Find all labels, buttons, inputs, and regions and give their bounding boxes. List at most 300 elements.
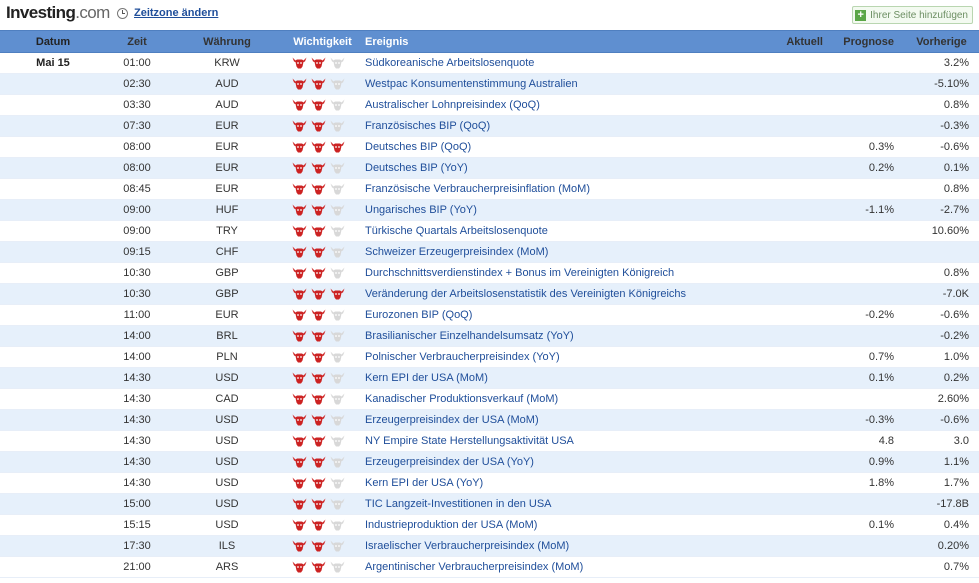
bull-icon	[311, 561, 326, 573]
row-event-link[interactable]: Industrieproduktion der USA (MoM)	[359, 515, 767, 536]
bull-icon	[330, 99, 345, 111]
table-row	[0, 410, 979, 431]
column-header-time[interactable]: Zeit	[106, 31, 168, 53]
row-importance	[286, 242, 359, 263]
row-forecast	[833, 95, 904, 116]
row-date	[0, 557, 106, 578]
row-actual	[767, 410, 833, 431]
row-importance	[286, 515, 359, 536]
row-currency: USD	[168, 452, 286, 473]
row-currency: PLN	[168, 347, 286, 368]
bull-icon	[330, 78, 345, 90]
row-previous: 1.1%	[904, 452, 979, 473]
row-forecast	[833, 326, 904, 347]
row-time: 01:00	[106, 53, 168, 74]
timezone-control[interactable]	[117, 7, 218, 19]
row-actual	[767, 74, 833, 95]
row-forecast: 0.2%	[833, 158, 904, 179]
row-time: 14:00	[106, 347, 168, 368]
table-row	[0, 557, 979, 578]
row-time: 14:30	[106, 410, 168, 431]
row-date	[0, 95, 106, 116]
table-row	[0, 326, 979, 347]
row-importance	[286, 494, 359, 515]
bull-icon	[311, 288, 326, 300]
row-previous: 0.20%	[904, 536, 979, 557]
row-date	[0, 305, 106, 326]
row-forecast: 1.8%	[833, 473, 904, 494]
row-forecast	[833, 263, 904, 284]
row-event-link[interactable]: Polnischer Verbraucherpreisindex (YoY)	[359, 347, 767, 368]
row-time: 10:30	[106, 263, 168, 284]
bull-icon	[330, 267, 345, 279]
column-header-currency[interactable]: Währung	[168, 31, 286, 53]
row-importance	[286, 53, 359, 74]
row-importance	[286, 179, 359, 200]
row-importance	[286, 116, 359, 137]
row-date	[0, 74, 106, 95]
row-event-link[interactable]: Veränderung der Arbeitslosenstatistik des Vereinigten Königreichs	[359, 284, 767, 305]
bull-icon	[311, 183, 326, 195]
row-importance	[286, 74, 359, 95]
row-time: 09:00	[106, 200, 168, 221]
table-row	[0, 536, 979, 557]
row-importance	[286, 452, 359, 473]
bull-icon	[330, 414, 345, 426]
row-importance	[286, 368, 359, 389]
column-header-importance[interactable]: Wichtigkeit	[286, 31, 359, 53]
row-event-link[interactable]: Französisches BIP (QoQ)	[359, 116, 767, 137]
bull-icon	[292, 225, 307, 237]
row-forecast: 0.3%	[833, 137, 904, 158]
row-forecast: -0.3%	[833, 410, 904, 431]
row-time: 15:15	[106, 515, 168, 536]
row-actual	[767, 137, 833, 158]
bull-icon	[311, 519, 326, 531]
table-row	[0, 179, 979, 200]
clock-icon	[117, 8, 128, 19]
bull-icon	[311, 99, 326, 111]
table-row	[0, 116, 979, 137]
row-forecast: -1.1%	[833, 200, 904, 221]
column-header-date[interactable]: Datum	[0, 31, 106, 53]
table-row	[0, 284, 979, 305]
bull-icon	[292, 372, 307, 384]
row-actual	[767, 326, 833, 347]
bull-icon	[292, 204, 307, 216]
row-importance	[286, 326, 359, 347]
bull-icon	[292, 435, 307, 447]
row-forecast: 0.9%	[833, 452, 904, 473]
bull-icon	[330, 225, 345, 237]
row-importance	[286, 347, 359, 368]
row-previous: -2.7%	[904, 200, 979, 221]
row-event-link[interactable]: Ungarisches BIP (YoY)	[359, 200, 767, 221]
row-event-link[interactable]: Eurozonen BIP (QoQ)	[359, 305, 767, 326]
row-currency: CHF	[168, 242, 286, 263]
row-time: 14:30	[106, 389, 168, 410]
row-actual	[767, 284, 833, 305]
table-row	[0, 431, 979, 452]
bull-icon	[311, 435, 326, 447]
row-previous: 1.7%	[904, 473, 979, 494]
table-row	[0, 494, 979, 515]
row-importance	[286, 389, 359, 410]
row-previous: 0.7%	[904, 557, 979, 578]
bull-icon	[311, 414, 326, 426]
row-currency: EUR	[168, 137, 286, 158]
row-actual	[767, 536, 833, 557]
row-date	[0, 494, 106, 515]
row-importance	[286, 305, 359, 326]
row-time: 09:15	[106, 242, 168, 263]
row-currency: TRY	[168, 221, 286, 242]
bull-icon	[330, 204, 345, 216]
row-previous: -17.8B	[904, 494, 979, 515]
row-date	[0, 242, 106, 263]
row-date	[0, 473, 106, 494]
row-actual	[767, 200, 833, 221]
row-event-link[interactable]: Israelischer Verbraucherpreisindex (MoM)	[359, 536, 767, 557]
row-currency: ARS	[168, 557, 286, 578]
row-previous	[904, 242, 979, 263]
table-row	[0, 95, 979, 116]
row-forecast	[833, 74, 904, 95]
row-forecast: 0.1%	[833, 368, 904, 389]
table-row	[0, 305, 979, 326]
bull-icon	[292, 183, 307, 195]
row-importance	[286, 557, 359, 578]
bull-icon	[292, 309, 307, 321]
row-time: 14:30	[106, 368, 168, 389]
bull-icon	[311, 456, 326, 468]
row-actual	[767, 473, 833, 494]
row-event-link[interactable]: Türkische Quartals Arbeitslosenquote	[359, 221, 767, 242]
bull-icon	[292, 519, 307, 531]
row-date	[0, 389, 106, 410]
row-importance	[286, 410, 359, 431]
row-currency: AUD	[168, 74, 286, 95]
bull-icon	[330, 330, 345, 342]
bull-icon	[330, 120, 345, 132]
row-importance	[286, 536, 359, 557]
row-importance	[286, 158, 359, 179]
row-previous: 0.2%	[904, 368, 979, 389]
row-event-link[interactable]: Argentinischer Verbraucherpreisindex (MoM)	[359, 557, 767, 578]
row-importance	[286, 263, 359, 284]
row-actual	[767, 263, 833, 284]
table-row	[0, 263, 979, 284]
table-row	[0, 137, 979, 158]
row-forecast	[833, 116, 904, 137]
bull-icon	[311, 477, 326, 489]
row-currency: USD	[168, 515, 286, 536]
row-actual	[767, 452, 833, 473]
investing-logo[interactable]: Investing.com	[6, 3, 110, 22]
table-row	[0, 389, 979, 410]
row-importance	[286, 137, 359, 158]
row-currency: USD	[168, 410, 286, 431]
bull-icon	[330, 435, 345, 447]
row-previous: -0.6%	[904, 410, 979, 431]
row-previous: 1.0%	[904, 347, 979, 368]
row-actual	[767, 494, 833, 515]
row-actual	[767, 557, 833, 578]
row-event-link[interactable]: Deutsches BIP (QoQ)	[359, 137, 767, 158]
row-currency: EUR	[168, 305, 286, 326]
bull-icon	[292, 141, 307, 153]
row-event-link[interactable]: Südkoreanische Arbeitslosenquote	[359, 53, 767, 74]
bull-icon	[292, 78, 307, 90]
row-actual	[767, 389, 833, 410]
row-previous: -0.2%	[904, 326, 979, 347]
timezone-change-link[interactable]: Zeitzone ändern	[134, 7, 219, 19]
row-currency: USD	[168, 473, 286, 494]
row-time: 11:00	[106, 305, 168, 326]
table-header-row	[0, 31, 979, 53]
row-time: 14:30	[106, 473, 168, 494]
row-importance	[286, 473, 359, 494]
row-date: Mai 15	[0, 53, 106, 74]
row-currency: USD	[168, 494, 286, 515]
bull-icon	[311, 372, 326, 384]
row-time: 03:30	[106, 95, 168, 116]
row-time: 14:00	[106, 326, 168, 347]
row-date	[0, 116, 106, 137]
table-row	[0, 347, 979, 368]
row-date	[0, 179, 106, 200]
row-forecast	[833, 179, 904, 200]
table-row	[0, 242, 979, 263]
plus-icon: +	[855, 10, 866, 21]
bull-icon	[292, 561, 307, 573]
bull-icon	[292, 498, 307, 510]
row-currency: USD	[168, 368, 286, 389]
bull-icon	[330, 309, 345, 321]
bull-icon	[330, 57, 345, 69]
row-currency: AUD	[168, 95, 286, 116]
bull-icon	[292, 414, 307, 426]
row-actual	[767, 179, 833, 200]
row-importance	[286, 431, 359, 452]
table-row	[0, 221, 979, 242]
bull-icon	[311, 498, 326, 510]
row-date	[0, 452, 106, 473]
bull-icon	[292, 456, 307, 468]
row-currency: HUF	[168, 200, 286, 221]
table-row	[0, 452, 979, 473]
row-actual	[767, 158, 833, 179]
row-time: 08:45	[106, 179, 168, 200]
row-event-link[interactable]: Durchschnittsverdienstindex + Bonus im Vereinigten Königreich	[359, 263, 767, 284]
table-row	[0, 200, 979, 221]
row-forecast	[833, 53, 904, 74]
row-importance	[286, 200, 359, 221]
row-event-link[interactable]: Erzeugerpreisindex der USA (MoM)	[359, 410, 767, 431]
row-event-link[interactable]: Schweizer Erzeugerpreisindex (MoM)	[359, 242, 767, 263]
row-forecast	[833, 536, 904, 557]
table-row	[0, 473, 979, 494]
bull-icon	[311, 57, 326, 69]
row-importance	[286, 221, 359, 242]
column-header-actual[interactable]: Aktuell	[767, 31, 833, 53]
add-to-site-button[interactable]	[852, 6, 973, 24]
column-header-forecast[interactable]: Prognose	[833, 31, 904, 53]
bull-icon	[330, 498, 345, 510]
bull-icon	[311, 309, 326, 321]
row-event-link[interactable]: NY Empire State Herstellungsaktivität USA	[359, 431, 767, 452]
bull-icon	[311, 267, 326, 279]
row-previous: 0.8%	[904, 263, 979, 284]
row-date	[0, 221, 106, 242]
bull-icon	[330, 561, 345, 573]
row-currency: EUR	[168, 116, 286, 137]
bull-icon	[292, 246, 307, 258]
bull-icon	[292, 288, 307, 300]
bull-icon	[292, 267, 307, 279]
row-forecast	[833, 242, 904, 263]
bull-icon	[292, 351, 307, 363]
row-currency: BRL	[168, 326, 286, 347]
row-date	[0, 137, 106, 158]
row-time: 02:30	[106, 74, 168, 95]
row-actual	[767, 347, 833, 368]
bull-icon	[330, 372, 345, 384]
row-date	[0, 263, 106, 284]
add-to-site-label: Ihrer Seite hinzufügen	[870, 9, 968, 21]
row-event-link[interactable]: Kern EPI der USA (YoY)	[359, 473, 767, 494]
bull-icon	[311, 162, 326, 174]
row-time: 08:00	[106, 137, 168, 158]
row-actual	[767, 221, 833, 242]
row-previous: 3.0	[904, 431, 979, 452]
row-forecast	[833, 284, 904, 305]
row-currency: GBP	[168, 284, 286, 305]
row-time: 09:00	[106, 221, 168, 242]
bull-icon	[330, 288, 345, 300]
bull-icon	[330, 162, 345, 174]
row-event-link[interactable]: Australischer Lohnpreisindex (QoQ)	[359, 95, 767, 116]
row-event-link[interactable]: Französische Verbraucherpreisinflation (MoM)	[359, 179, 767, 200]
bull-icon	[292, 477, 307, 489]
row-actual	[767, 431, 833, 452]
row-actual	[767, 53, 833, 74]
row-date	[0, 347, 106, 368]
row-currency: EUR	[168, 158, 286, 179]
row-currency: KRW	[168, 53, 286, 74]
row-time: 14:30	[106, 431, 168, 452]
row-forecast: 4.8	[833, 431, 904, 452]
row-previous: -5.10%	[904, 74, 979, 95]
row-importance	[286, 284, 359, 305]
bull-icon	[311, 120, 326, 132]
row-time: 07:30	[106, 116, 168, 137]
row-actual	[767, 305, 833, 326]
row-previous: 10.60%	[904, 221, 979, 242]
bull-icon	[311, 246, 326, 258]
row-event-link[interactable]: Westpac Konsumentenstimmung Australien	[359, 74, 767, 95]
economic-calendar-table	[0, 30, 979, 578]
bull-icon	[330, 351, 345, 363]
row-date	[0, 158, 106, 179]
bull-icon	[330, 477, 345, 489]
row-forecast: 0.7%	[833, 347, 904, 368]
bull-icon	[311, 351, 326, 363]
table-row	[0, 515, 979, 536]
bull-icon	[311, 393, 326, 405]
bull-icon	[330, 246, 345, 258]
row-forecast	[833, 557, 904, 578]
row-date	[0, 431, 106, 452]
row-date	[0, 200, 106, 221]
row-event-link[interactable]: Brasilianischer Einzelhandelsumsatz (YoY)	[359, 326, 767, 347]
row-time: 15:00	[106, 494, 168, 515]
bull-icon	[330, 540, 345, 552]
row-time: 08:00	[106, 158, 168, 179]
column-header-event[interactable]: Ereignis	[359, 31, 767, 53]
column-header-previous[interactable]: Vorherige	[904, 31, 979, 53]
row-date	[0, 284, 106, 305]
row-event-link[interactable]: Deutsches BIP (YoY)	[359, 158, 767, 179]
bull-icon	[330, 183, 345, 195]
bull-icon	[330, 456, 345, 468]
row-date	[0, 536, 106, 557]
row-forecast: -0.2%	[833, 305, 904, 326]
row-actual	[767, 242, 833, 263]
row-previous: 3.2%	[904, 53, 979, 74]
row-previous: 0.8%	[904, 179, 979, 200]
row-time: 14:30	[106, 452, 168, 473]
row-currency: CAD	[168, 389, 286, 410]
bull-icon	[292, 57, 307, 69]
bull-icon	[292, 393, 307, 405]
row-event-link[interactable]: TIC Langzeit-Investitionen in den USA	[359, 494, 767, 515]
row-event-link[interactable]: Erzeugerpreisindex der USA (YoY)	[359, 452, 767, 473]
row-date	[0, 515, 106, 536]
row-previous: 0.4%	[904, 515, 979, 536]
table-row	[0, 158, 979, 179]
row-previous: 0.1%	[904, 158, 979, 179]
top-bar	[0, 0, 979, 30]
row-time: 10:30	[106, 284, 168, 305]
row-previous: -0.3%	[904, 116, 979, 137]
row-currency: USD	[168, 431, 286, 452]
row-forecast: 0.1%	[833, 515, 904, 536]
bull-icon	[292, 99, 307, 111]
row-event-link[interactable]: Kern EPI der USA (MoM)	[359, 368, 767, 389]
bull-icon	[292, 162, 307, 174]
table-row	[0, 368, 979, 389]
bull-icon	[292, 540, 307, 552]
row-previous: -7.0K	[904, 284, 979, 305]
row-date	[0, 368, 106, 389]
row-previous: 0.8%	[904, 95, 979, 116]
row-currency: GBP	[168, 263, 286, 284]
row-date	[0, 410, 106, 431]
row-previous: 2.60%	[904, 389, 979, 410]
bull-icon	[330, 141, 345, 153]
bull-icon	[292, 120, 307, 132]
row-actual	[767, 515, 833, 536]
row-actual	[767, 95, 833, 116]
row-forecast	[833, 494, 904, 515]
row-event-link[interactable]: Kanadischer Produktionsverkauf (MoM)	[359, 389, 767, 410]
bull-icon	[311, 330, 326, 342]
table-row	[0, 74, 979, 95]
row-actual	[767, 116, 833, 137]
row-previous: -0.6%	[904, 305, 979, 326]
bull-icon	[311, 204, 326, 216]
